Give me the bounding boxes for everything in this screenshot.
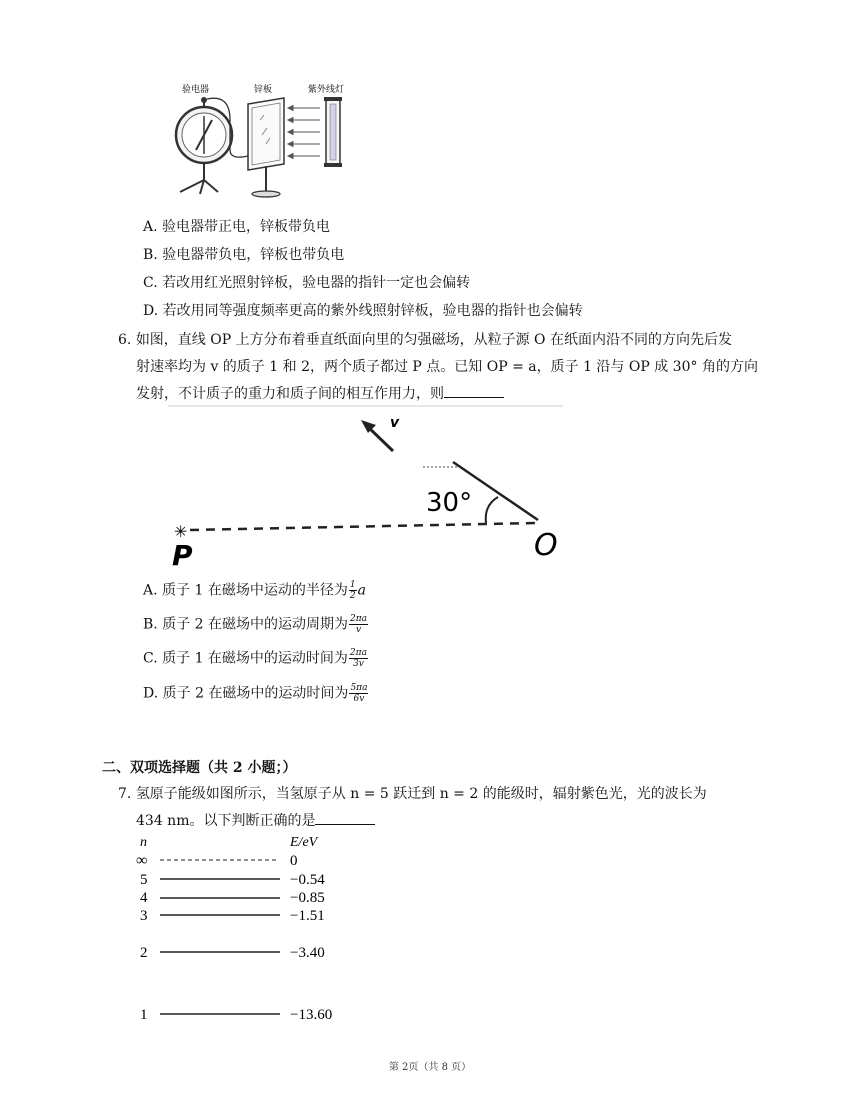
q6-option-a: A. 质子 1 在磁场中运动的半径为 $\frac{1}{2}$ a [143,580,366,601]
q6-figure [168,405,563,575]
q5-option-d: D. 若改用同等强度频率更高的紫外线照射锌板，验电器的指针也会偏转 [143,303,583,319]
q6-number: 6. [118,332,132,348]
q6-stem-line3: 发射，不计质子的重力和质子间的相互作用力，则 [136,386,444,402]
velocity-label: v [390,415,400,431]
level-e-inf: 0 [290,853,298,869]
energy-level-diagram [130,832,370,1032]
q5-option-b: B. 验电器带负电，锌板也带负电 [143,247,345,263]
section-title: 二、双项选择题（共 2 小题；） [102,760,297,776]
velocity-arrow [361,415,400,451]
q6-option-b: B. 质子 2 在磁场中的运动周期为 $\frac{2\pi a}{v}$ [143,614,368,635]
q6-stem-line2: 射速率均为 v 的质子 1 和 2，两个质子都过 P 点。已知 OP = a，质子 1 沿与 OP 成 30° 角的方向 [136,359,758,375]
q5-label-uv-lamp: 紫外线灯 [308,85,345,95]
op-dashed-line [190,523,536,530]
uv-lamp-drawing [324,97,342,167]
point-o-label: O [534,528,558,563]
point-p-mark: ✳ [174,522,188,541]
q6-option-d: D. 质子 2 在磁场中的运动时间为 $\frac{5\pi a}{6v}$ [143,683,368,704]
level-e-1: −13.60 [290,1007,333,1023]
level-e-4: −0.85 [290,890,325,906]
q6-option-c: C. 质子 1 在磁场中的运动时间为 $\frac{2\pi a}{3v}$ [143,648,367,669]
level-e-3: −1.51 [290,908,325,924]
point-p-label: P [172,539,193,572]
q5-label-electroscope: 验电器 [182,85,210,95]
level-e-2: −3.40 [290,945,325,961]
level-n-3: 3 [140,908,148,924]
level-n-1: 1 [140,1007,148,1023]
zinc-plate-drawing [248,98,284,197]
level-n-2: 2 [140,945,148,961]
q5-label-zinc-plate: 锌板 [254,85,273,95]
level-n-4: 4 [140,890,148,906]
q6-answer-blank [444,383,504,398]
level-n-inf: ∞ [136,852,148,869]
page-footer: 第 2页（共 8 页） [388,1062,472,1073]
angle-arc [486,497,498,523]
q7-answer-blank [315,810,375,825]
q7-stem-line2: 434 nm。以下判断正确的是 [136,813,316,829]
angle-label: 30° [426,488,473,518]
q5-figure [160,80,370,205]
electroscope-drawing [176,97,232,194]
q6-stem-line1: 如图，直线 OP 上方分布着垂直纸面向里的匀强磁场，从粒子源 O 在纸面内沿不同的方向先后发 [135,332,732,348]
header-n: n [140,835,147,850]
uv-light-arrows [288,106,320,159]
q5-option-a: A. 验电器带正电，锌板带负电 [143,219,331,235]
q5-option-c: C. 若改用红光照射锌板，验电器的指针一定也会偏转 [143,275,471,291]
q7-stem-line1: 氢原子能级如图所示，当氢原子从 n = 5 跃迁到 n = 2 的能级时，辐射紫色光，光的波长为 [135,786,707,802]
q7-number: 7. [118,786,132,802]
level-e-5: −0.54 [290,872,325,888]
header-e: E/eV [290,835,318,850]
level-n-5: 5 [140,872,148,888]
